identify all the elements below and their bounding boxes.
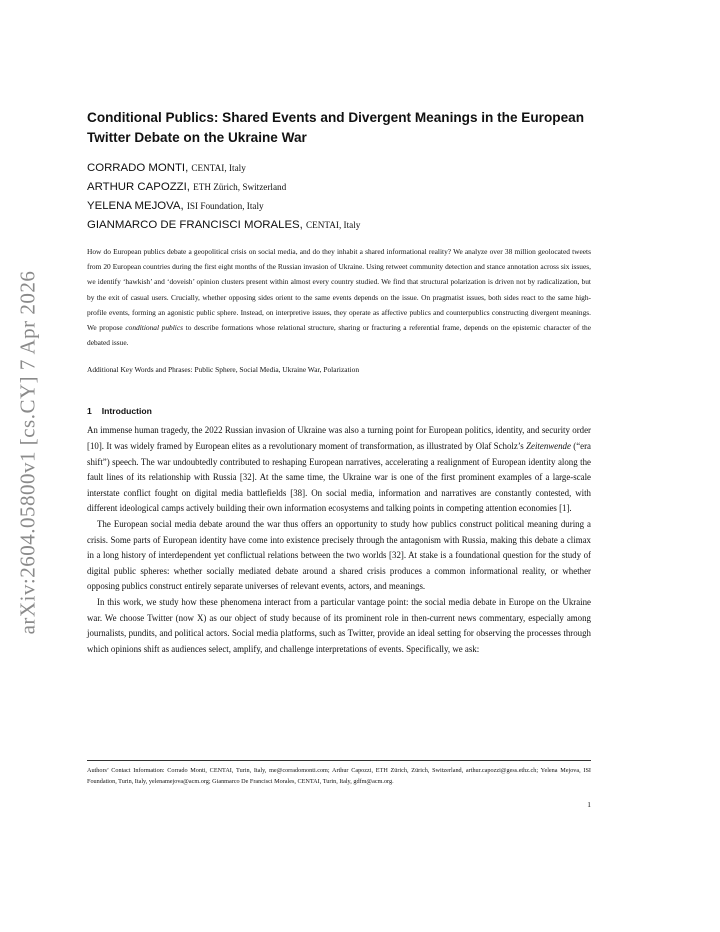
section-heading bbox=[87, 405, 591, 417]
author-affiliation: ISI Foundation, Italy bbox=[186, 201, 264, 211]
footnote-divider bbox=[87, 760, 591, 761]
author-affiliation: CENTAI, Italy bbox=[191, 163, 246, 173]
author-name: YELENA MEJOVA, bbox=[87, 200, 184, 212]
author-line bbox=[87, 197, 591, 216]
author-list bbox=[87, 159, 591, 235]
author-name: CORRADO MONTI, bbox=[87, 162, 189, 174]
abstract-text-end: to describe formations whose relational structure, sharing or fracturing a referential frame, depends on the epistemic character of the debated issue. bbox=[87, 323, 591, 348]
paragraph-emphasis: Zeitenwende bbox=[526, 441, 571, 452]
author-name: GIANMARCO DE FRANCISCI MORALES, bbox=[87, 219, 303, 231]
body-paragraph: The European social media debate around the war thus offers an opportunity to study how publics construct political meaning during a crisis. Some parts of European identity have come into existence precisely through the antagonism with Russia, making this debate a climax in a long history of interdependent yet conflictual relations between the two worlds [32]. At stake is a foundational question for the study of digital public spheres: whether socially mediated debate around a shared crisis produces a common informational reality, or whether opposing publics construct entirely separate universes of relevant events, actors, and meanings. bbox=[87, 518, 591, 592]
page-number: 1 bbox=[587, 800, 591, 809]
author-line bbox=[87, 178, 591, 197]
abstract bbox=[87, 244, 591, 350]
abstract-text: How do European publics debate a geopolitical crisis on social media, and do they inhabit a shared informational reality? We analyze over 38 million geolocated tweets from 20 European countries during the first eight months of the Russian invasion of Ukraine. Using retweet community detection and stance annotation across six issues, we identify ‘hawkish’ and ‘doveish’ opinion clusters present within almost every country studied. We find that structural polarization is driven not by radicalization, but by the exit of casual users. Crucially, whether opposing sides orient to the same events depends on the issue. On pragmatist issues, both sides react to the same high-profile events, forming an agonistic public sphere. Instead, on interpretive issues, they operate as affective publics and counterpublics constructing divergent meanings. We propose bbox=[87, 247, 591, 333]
body-paragraph bbox=[87, 423, 591, 517]
section-title: Introduction bbox=[101, 406, 152, 417]
body-paragraph: In this work, we study how these phenomena interact from a particular vantage point: the social media debate in Europe on the Ukraine war. We choose Twitter (now X) as our object of study because of its prominent role in then-current news commentary, especially among journalists, pundits, and political actors. Social media platforms, such as Twitter, provide an ideal setting for observing the processes through which opinions shift as audiences select, amplify, and challenge interpretations of events. Specifically, we ask: bbox=[87, 596, 591, 654]
author-name: ARTHUR CAPOZZI, bbox=[87, 181, 190, 193]
arxiv-sidebar bbox=[8, 262, 48, 642]
author-line bbox=[87, 159, 591, 178]
paragraph-text-end: (“era shift”) speech. The war undoubtedly contributed to reshaping European narratives, accelerating a realignment of European identity along the fault lines of its relationship with Russia [32]. At the same time, the Ukraine war is one of the first prominent examples of a large-scale interstate conflict fought on digital media battlefields [38]. On social media, information and narratives are constantly contested, with different ideological camps actively building their own information ecosystems and talking points in competing attention economies [1]. bbox=[87, 441, 591, 514]
author-affiliation: ETH Zürich, Switzerland bbox=[193, 182, 287, 192]
author-line bbox=[87, 216, 591, 235]
author-contact-footnote: Authors’ Contact Information: Corrado Monti, CENTAI, Turin, Italy, me@corradomonti.com; Arthur Capozzi, ETH Zürich, Zürich, Switzerland, arthur.capozzi@gess.ethz.ch; Yelena Mejova, ISI Foundation, Turin, Italy, yelenamejova@acm.org; Gianmarco De Francisci Morales, CENTAI, Turin, Italy, gdfm@acm.org. bbox=[87, 767, 591, 786]
paragraph-text: An immense human tragedy, the 2022 Russian invasion of Ukraine was also a turning point for European politics, identity, and security order [10]. It was widely framed by European elites as a revolutionary moment of transformation, as illustrated by Olaf Scholz’s bbox=[87, 425, 591, 452]
keywords: Additional Key Words and Phrases: Public Sphere, Social Media, Ukraine War, Polarization bbox=[87, 365, 360, 375]
abstract-emphasis: conditional publics bbox=[125, 323, 183, 333]
section-number: 1 bbox=[87, 406, 92, 417]
paper-content bbox=[87, 108, 591, 657]
arxiv-identifier: arXiv:2604.05800v1 [cs.CY] 7 Apr 2026 bbox=[15, 270, 40, 634]
paper-title: Conditional Publics: Shared Events and Divergent Meanings in the European Twitter Debate on the Ukraine War bbox=[87, 110, 585, 145]
author-affiliation: CENTAI, Italy bbox=[306, 220, 361, 230]
